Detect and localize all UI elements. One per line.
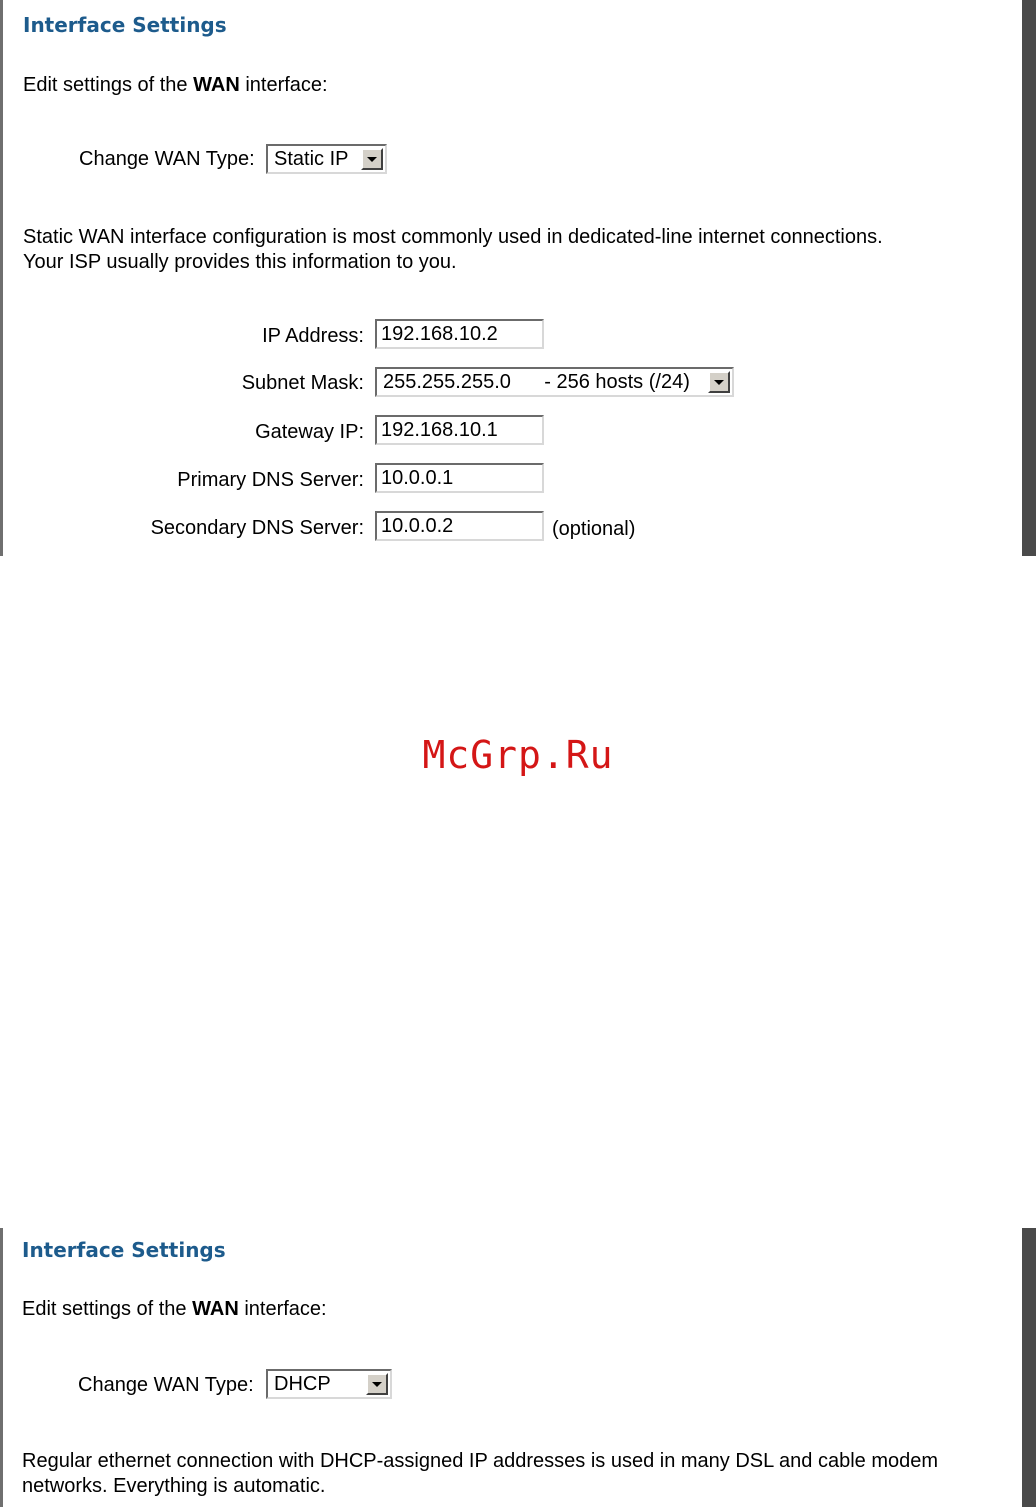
left-border [0,0,3,556]
left-border [0,1228,3,1507]
gateway-ip-input[interactable]: 192.168.10.1 [375,415,544,445]
right-border [1022,0,1036,556]
primary-dns-label: Primary DNS Server: [177,469,364,491]
wan-type-select[interactable] [266,1369,392,1399]
ip-address-label: IP Address: [262,325,364,347]
watermark: McGrp.Ru [422,733,614,777]
wan-type-selected-value: DHCP [274,1373,331,1395]
ip-address-input[interactable]: 192.168.10.2 [375,319,544,349]
optional-note: (optional) [552,518,636,540]
description-line-1: Regular ethernet connection with DHCP-assigned IP addresses is used in many DSL and cable modem [22,1450,939,1472]
static-ip-panel [0,0,1036,556]
edit-intro [22,1298,327,1321]
edit-intro-suffix: interface: [239,74,328,96]
description-line-2: Your ISP usually provides this information to you. [23,251,457,273]
dropdown-arrow-icon[interactable] [366,1373,388,1395]
wan-type-label: Change WAN Type: [79,148,255,170]
secondary-dns-label: Secondary DNS Server: [150,517,364,539]
edit-intro-prefix: Edit settings of the [22,1298,193,1320]
edit-intro [23,74,328,97]
primary-dns-input[interactable]: 10.0.0.1 [375,463,544,493]
gateway-ip-label: Gateway IP: [255,421,364,443]
edit-intro-prefix: Edit settings of the [23,74,194,96]
description-line-1: Static WAN interface configuration is most commonly used in dedicated-line internet connections. [23,226,883,248]
page-title: Interface Settings [23,13,227,37]
dropdown-arrow-icon[interactable] [708,371,730,393]
secondary-dns-input[interactable]: 10.0.0.2 [375,511,544,541]
wan-type-label: Change WAN Type: [78,1374,254,1396]
dropdown-arrow-icon[interactable] [361,148,383,170]
wan-type-select[interactable] [266,144,387,174]
edit-intro-suffix: interface: [238,1298,327,1320]
right-border [1022,1228,1036,1507]
subnet-mask-selected-value: 255.255.255.0 - 256 hosts (/24) [383,371,690,393]
description-line-2: networks. Everything is automatic. [22,1475,326,1497]
dhcp-panel [0,1228,1036,1507]
subnet-mask-select[interactable] [375,367,734,397]
wan-type-selected-value: Static IP [274,148,349,170]
edit-intro-bold: WAN [193,74,240,96]
edit-intro-bold: WAN [192,1298,239,1320]
subnet-mask-label: Subnet Mask: [241,372,364,394]
page-title: Interface Settings [22,1238,226,1262]
